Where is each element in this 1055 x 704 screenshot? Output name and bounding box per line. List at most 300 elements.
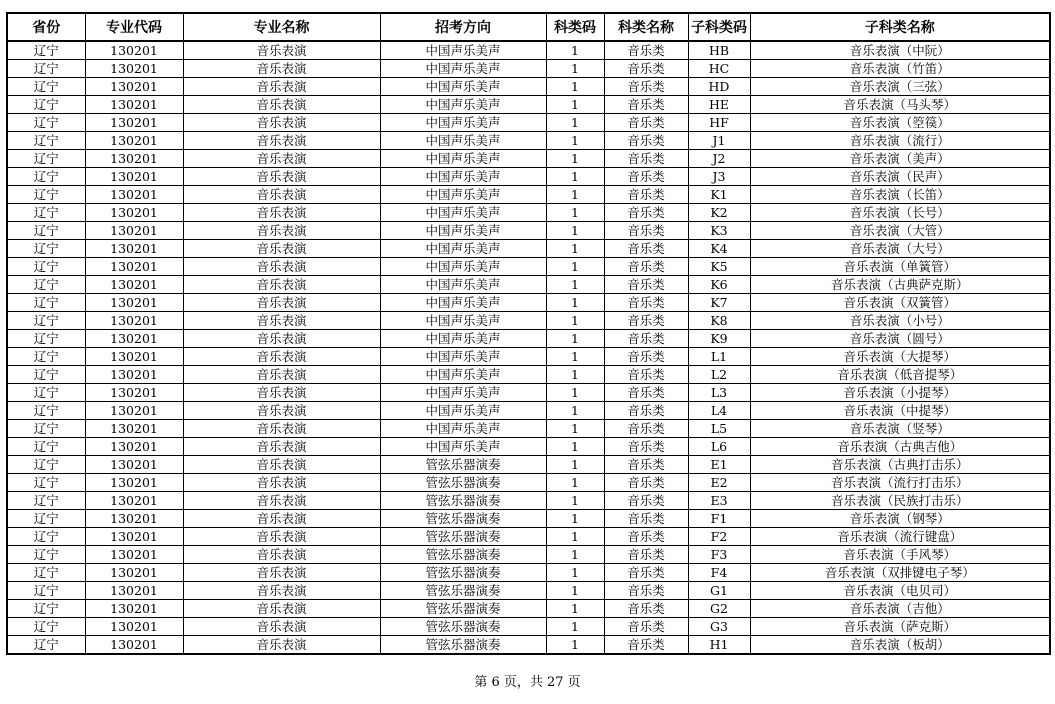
cell-category-name: 音乐类 [604,600,688,618]
cell-direction: 中国声乐美声 [380,258,546,276]
cell-major-code: 130201 [85,330,183,348]
cell-major-name: 音乐表演 [183,294,380,312]
cell-category-code: 1 [546,510,604,528]
cell-subcategory-code: L3 [688,384,750,402]
cell-category-code: 1 [546,41,604,60]
header-direction: 招考方向 [380,13,546,41]
cell-province: 辽宁 [7,528,85,546]
cell-category-name: 音乐类 [604,150,688,168]
cell-direction: 中国声乐美声 [380,132,546,150]
cell-category-name: 音乐类 [604,132,688,150]
cell-major-code: 130201 [85,474,183,492]
cell-category-code: 1 [546,204,604,222]
cell-subcategory-name: 音乐表演（民族打击乐） [750,492,1050,510]
cell-category-code: 1 [546,582,604,600]
cell-category-code: 1 [546,474,604,492]
cell-province: 辽宁 [7,114,85,132]
cell-subcategory-code: HE [688,96,750,114]
cell-direction: 管弦乐器演奏 [380,456,546,474]
cell-major-code: 130201 [85,276,183,294]
cell-category-name: 音乐类 [604,438,688,456]
cell-major-code: 130201 [85,366,183,384]
cell-direction: 管弦乐器演奏 [380,618,546,636]
cell-direction: 中国声乐美声 [380,438,546,456]
cell-subcategory-code: L5 [688,420,750,438]
cell-major-code: 130201 [85,600,183,618]
cell-subcategory-code: K2 [688,204,750,222]
cell-category-code: 1 [546,78,604,96]
cell-category-name: 音乐类 [604,41,688,60]
cell-subcategory-name: 音乐表演（大管） [750,222,1050,240]
cell-category-name: 音乐类 [604,240,688,258]
cell-category-name: 音乐类 [604,294,688,312]
cell-major-code: 130201 [85,636,183,655]
cell-major-name: 音乐表演 [183,114,380,132]
cell-category-name: 音乐类 [604,114,688,132]
cell-category-code: 1 [546,546,604,564]
cell-subcategory-name: 音乐表演（双排键电子琴） [750,564,1050,582]
cell-direction: 中国声乐美声 [380,348,546,366]
cell-subcategory-code: G3 [688,618,750,636]
cell-major-name: 音乐表演 [183,186,380,204]
cell-subcategory-code: K6 [688,276,750,294]
cell-subcategory-code: L1 [688,348,750,366]
cell-major-name: 音乐表演 [183,348,380,366]
cell-subcategory-name: 音乐表演（竖琴） [750,420,1050,438]
cell-subcategory-name: 音乐表演（双簧管） [750,294,1050,312]
cell-major-name: 音乐表演 [183,474,380,492]
cell-subcategory-code: H1 [688,636,750,655]
cell-province: 辽宁 [7,240,85,258]
table-row [7,600,1050,618]
cell-province: 辽宁 [7,96,85,114]
cell-category-name: 音乐类 [604,96,688,114]
cell-category-name: 音乐类 [604,312,688,330]
header-subcategory-code: 子科类码 [688,13,750,41]
cell-major-code: 130201 [85,294,183,312]
cell-major-name: 音乐表演 [183,96,380,114]
cell-province: 辽宁 [7,60,85,78]
cell-subcategory-name: 音乐表演（三弦） [750,78,1050,96]
cell-province: 辽宁 [7,348,85,366]
cell-direction: 中国声乐美声 [380,420,546,438]
cell-subcategory-name: 音乐表演（流行打击乐） [750,474,1050,492]
cell-major-code: 130201 [85,312,183,330]
cell-subcategory-code: G2 [688,600,750,618]
cell-subcategory-name: 音乐表演（单簧管） [750,258,1050,276]
cell-major-name: 音乐表演 [183,600,380,618]
cell-province: 辽宁 [7,402,85,420]
header-major-name: 专业名称 [183,13,380,41]
cell-major-name: 音乐表演 [183,312,380,330]
cell-province: 辽宁 [7,78,85,96]
cell-subcategory-code: G1 [688,582,750,600]
cell-subcategory-name: 音乐表演（钢琴） [750,510,1050,528]
cell-major-code: 130201 [85,150,183,168]
cell-category-name: 音乐类 [604,402,688,420]
cell-direction: 中国声乐美声 [380,312,546,330]
cell-major-code: 130201 [85,186,183,204]
cell-major-name: 音乐表演 [183,168,380,186]
cell-category-name: 音乐类 [604,546,688,564]
cell-direction: 中国声乐美声 [380,366,546,384]
cell-major-code: 130201 [85,41,183,60]
cell-category-name: 音乐类 [604,564,688,582]
cell-category-name: 音乐类 [604,204,688,222]
cell-major-code: 130201 [85,258,183,276]
cell-major-name: 音乐表演 [183,384,380,402]
cell-direction: 中国声乐美声 [380,276,546,294]
cell-major-code: 130201 [85,384,183,402]
cell-major-code: 130201 [85,114,183,132]
cell-category-code: 1 [546,168,604,186]
table-row [7,96,1050,114]
cell-subcategory-code: J3 [688,168,750,186]
cell-province: 辽宁 [7,492,85,510]
cell-province: 辽宁 [7,510,85,528]
cell-major-code: 130201 [85,618,183,636]
cell-subcategory-name: 音乐表演（中阮） [750,41,1050,60]
table-row [7,456,1050,474]
cell-subcategory-name: 音乐表演（电贝司） [750,582,1050,600]
cell-subcategory-code: J2 [688,150,750,168]
document-page [6,12,1049,655]
cell-category-code: 1 [546,528,604,546]
cell-major-code: 130201 [85,456,183,474]
table-row [7,474,1050,492]
cell-direction: 管弦乐器演奏 [380,474,546,492]
cell-category-name: 音乐类 [604,618,688,636]
cell-subcategory-code: K7 [688,294,750,312]
table-row [7,330,1050,348]
cell-major-code: 130201 [85,78,183,96]
cell-province: 辽宁 [7,474,85,492]
cell-major-code: 130201 [85,528,183,546]
cell-subcategory-name: 音乐表演（板胡） [750,636,1050,655]
cell-major-code: 130201 [85,132,183,150]
cell-category-code: 1 [546,402,604,420]
table-row [7,618,1050,636]
cell-major-code: 130201 [85,438,183,456]
cell-subcategory-name: 音乐表演（美声） [750,150,1050,168]
cell-subcategory-code: K5 [688,258,750,276]
table-row [7,546,1050,564]
cell-major-code: 130201 [85,402,183,420]
cell-category-name: 音乐类 [604,492,688,510]
cell-subcategory-name: 音乐表演（长笛） [750,186,1050,204]
cell-province: 辽宁 [7,132,85,150]
cell-category-code: 1 [546,438,604,456]
cell-province: 辽宁 [7,438,85,456]
table-row [7,564,1050,582]
cell-category-name: 音乐类 [604,420,688,438]
cell-subcategory-code: L2 [688,366,750,384]
cell-category-code: 1 [546,294,604,312]
cell-subcategory-code: K8 [688,312,750,330]
cell-category-code: 1 [546,132,604,150]
cell-category-code: 1 [546,60,604,78]
cell-subcategory-code: E1 [688,456,750,474]
cell-category-code: 1 [546,240,604,258]
cell-subcategory-name: 音乐表演（流行键盘） [750,528,1050,546]
cell-major-name: 音乐表演 [183,330,380,348]
cell-subcategory-name: 音乐表演（低音提琴） [750,366,1050,384]
cell-subcategory-name: 音乐表演（古典打击乐） [750,456,1050,474]
cell-subcategory-name: 音乐表演（手风琴） [750,546,1050,564]
cell-subcategory-code: HB [688,41,750,60]
cell-category-name: 音乐类 [604,474,688,492]
cell-direction: 管弦乐器演奏 [380,546,546,564]
cell-province: 辽宁 [7,582,85,600]
cell-province: 辽宁 [7,258,85,276]
cell-direction: 中国声乐美声 [380,168,546,186]
cell-subcategory-name: 音乐表演（吉他） [750,600,1050,618]
cell-direction: 管弦乐器演奏 [380,510,546,528]
cell-subcategory-code: K3 [688,222,750,240]
cell-direction: 管弦乐器演奏 [380,564,546,582]
cell-major-code: 130201 [85,222,183,240]
cell-category-code: 1 [546,600,604,618]
cell-subcategory-name: 音乐表演（中提琴） [750,402,1050,420]
cell-major-name: 音乐表演 [183,222,380,240]
cell-subcategory-name: 音乐表演（民声） [750,168,1050,186]
cell-category-code: 1 [546,492,604,510]
table-header-row [7,13,1050,41]
cell-major-name: 音乐表演 [183,41,380,60]
cell-subcategory-code: L4 [688,402,750,420]
table-row [7,312,1050,330]
cell-province: 辽宁 [7,564,85,582]
cell-major-name: 音乐表演 [183,258,380,276]
cell-category-name: 音乐类 [604,636,688,655]
cell-province: 辽宁 [7,276,85,294]
table-row [7,60,1050,78]
cell-major-name: 音乐表演 [183,150,380,168]
table-row [7,294,1050,312]
cell-subcategory-code: F4 [688,564,750,582]
cell-major-name: 音乐表演 [183,132,380,150]
cell-subcategory-code: E2 [688,474,750,492]
cell-subcategory-code: F1 [688,510,750,528]
cell-category-code: 1 [546,636,604,655]
cell-major-name: 音乐表演 [183,636,380,655]
table-row [7,582,1050,600]
cell-category-name: 音乐类 [604,528,688,546]
cell-subcategory-code: F3 [688,546,750,564]
table-row [7,276,1050,294]
cell-subcategory-name: 音乐表演（萨克斯） [750,618,1050,636]
cell-major-name: 音乐表演 [183,510,380,528]
cell-direction: 管弦乐器演奏 [380,492,546,510]
table-row [7,114,1050,132]
cell-category-code: 1 [546,258,604,276]
cell-subcategory-code: HF [688,114,750,132]
cell-subcategory-name: 音乐表演（长号） [750,204,1050,222]
cell-major-code: 130201 [85,546,183,564]
table-row [7,384,1050,402]
cell-major-code: 130201 [85,564,183,582]
table-body [7,41,1050,654]
cell-major-name: 音乐表演 [183,240,380,258]
data-table [6,12,1051,655]
cell-category-name: 音乐类 [604,78,688,96]
cell-major-name: 音乐表演 [183,402,380,420]
cell-major-name: 音乐表演 [183,60,380,78]
cell-category-code: 1 [546,348,604,366]
cell-direction: 中国声乐美声 [380,78,546,96]
cell-category-code: 1 [546,456,604,474]
cell-major-name: 音乐表演 [183,78,380,96]
table-row [7,366,1050,384]
cell-category-code: 1 [546,330,604,348]
cell-category-name: 音乐类 [604,276,688,294]
cell-direction: 管弦乐器演奏 [380,582,546,600]
table-row [7,78,1050,96]
cell-subcategory-name: 音乐表演（大号） [750,240,1050,258]
cell-subcategory-code: HD [688,78,750,96]
cell-major-name: 音乐表演 [183,618,380,636]
cell-category-code: 1 [546,114,604,132]
cell-subcategory-code: F2 [688,528,750,546]
cell-direction: 中国声乐美声 [380,60,546,78]
cell-major-name: 音乐表演 [183,546,380,564]
cell-category-code: 1 [546,618,604,636]
table-row [7,348,1050,366]
cell-subcategory-name: 音乐表演（箜篌） [750,114,1050,132]
cell-direction: 管弦乐器演奏 [380,528,546,546]
cell-province: 辽宁 [7,366,85,384]
cell-province: 辽宁 [7,222,85,240]
cell-direction: 中国声乐美声 [380,384,546,402]
cell-major-code: 130201 [85,348,183,366]
cell-direction: 中国声乐美声 [380,41,546,60]
header-subcategory-name: 子科类名称 [750,13,1050,41]
cell-category-name: 音乐类 [604,168,688,186]
cell-major-code: 130201 [85,204,183,222]
table-row [7,240,1050,258]
cell-direction: 中国声乐美声 [380,204,546,222]
page-number: 第 6 页，共 27 页 [474,675,581,690]
cell-direction: 管弦乐器演奏 [380,600,546,618]
cell-direction: 中国声乐美声 [380,222,546,240]
cell-major-name: 音乐表演 [183,366,380,384]
cell-major-name: 音乐表演 [183,438,380,456]
cell-category-code: 1 [546,420,604,438]
cell-major-code: 130201 [85,96,183,114]
cell-major-name: 音乐表演 [183,276,380,294]
cell-province: 辽宁 [7,384,85,402]
cell-category-name: 音乐类 [604,348,688,366]
header-province: 省份 [7,13,85,41]
cell-category-code: 1 [546,150,604,168]
table-row [7,41,1050,60]
cell-category-name: 音乐类 [604,258,688,276]
cell-province: 辽宁 [7,636,85,655]
cell-direction: 中国声乐美声 [380,150,546,168]
cell-subcategory-code: HC [688,60,750,78]
cell-province: 辽宁 [7,204,85,222]
cell-province: 辽宁 [7,312,85,330]
cell-category-name: 音乐类 [604,222,688,240]
cell-subcategory-name: 音乐表演（马头琴） [750,96,1050,114]
table-row [7,636,1050,655]
cell-direction: 中国声乐美声 [380,186,546,204]
cell-province: 辽宁 [7,186,85,204]
cell-province: 辽宁 [7,294,85,312]
cell-category-code: 1 [546,312,604,330]
cell-category-name: 音乐类 [604,384,688,402]
cell-province: 辽宁 [7,41,85,60]
cell-category-name: 音乐类 [604,330,688,348]
table-row [7,258,1050,276]
cell-major-name: 音乐表演 [183,528,380,546]
cell-direction: 管弦乐器演奏 [380,636,546,655]
cell-major-name: 音乐表演 [183,204,380,222]
cell-category-code: 1 [546,564,604,582]
cell-category-code: 1 [546,366,604,384]
cell-direction: 中国声乐美声 [380,240,546,258]
cell-category-code: 1 [546,186,604,204]
table-row [7,132,1050,150]
cell-major-name: 音乐表演 [183,420,380,438]
cell-direction: 中国声乐美声 [380,114,546,132]
cell-province: 辽宁 [7,168,85,186]
table-row [7,168,1050,186]
cell-major-name: 音乐表演 [183,456,380,474]
cell-major-code: 130201 [85,492,183,510]
cell-subcategory-code: K4 [688,240,750,258]
cell-category-name: 音乐类 [604,366,688,384]
cell-major-code: 130201 [85,240,183,258]
cell-category-name: 音乐类 [604,582,688,600]
cell-major-code: 130201 [85,168,183,186]
cell-province: 辽宁 [7,420,85,438]
cell-major-code: 130201 [85,582,183,600]
cell-category-name: 音乐类 [604,456,688,474]
header-category-code: 科类码 [546,13,604,41]
cell-subcategory-name: 音乐表演（大提琴） [750,348,1050,366]
cell-major-name: 音乐表演 [183,492,380,510]
table-row [7,528,1050,546]
table-row [7,402,1050,420]
cell-major-name: 音乐表演 [183,564,380,582]
cell-category-name: 音乐类 [604,186,688,204]
table-row [7,492,1050,510]
cell-province: 辽宁 [7,600,85,618]
cell-category-name: 音乐类 [604,510,688,528]
cell-direction: 中国声乐美声 [380,96,546,114]
cell-direction: 中国声乐美声 [380,402,546,420]
cell-major-code: 130201 [85,510,183,528]
cell-direction: 中国声乐美声 [380,294,546,312]
cell-category-code: 1 [546,222,604,240]
cell-subcategory-name: 音乐表演（圆号） [750,330,1050,348]
cell-subcategory-name: 音乐表演（古典萨克斯） [750,276,1050,294]
cell-province: 辽宁 [7,618,85,636]
cell-province: 辽宁 [7,546,85,564]
cell-subcategory-name: 音乐表演（小提琴） [750,384,1050,402]
cell-subcategory-code: E3 [688,492,750,510]
table-row [7,204,1050,222]
header-category-name: 科类名称 [604,13,688,41]
table-row [7,150,1050,168]
cell-major-name: 音乐表演 [183,582,380,600]
cell-category-code: 1 [546,276,604,294]
cell-subcategory-code: K1 [688,186,750,204]
cell-direction: 中国声乐美声 [380,330,546,348]
header-major-code: 专业代码 [85,13,183,41]
table-row [7,510,1050,528]
